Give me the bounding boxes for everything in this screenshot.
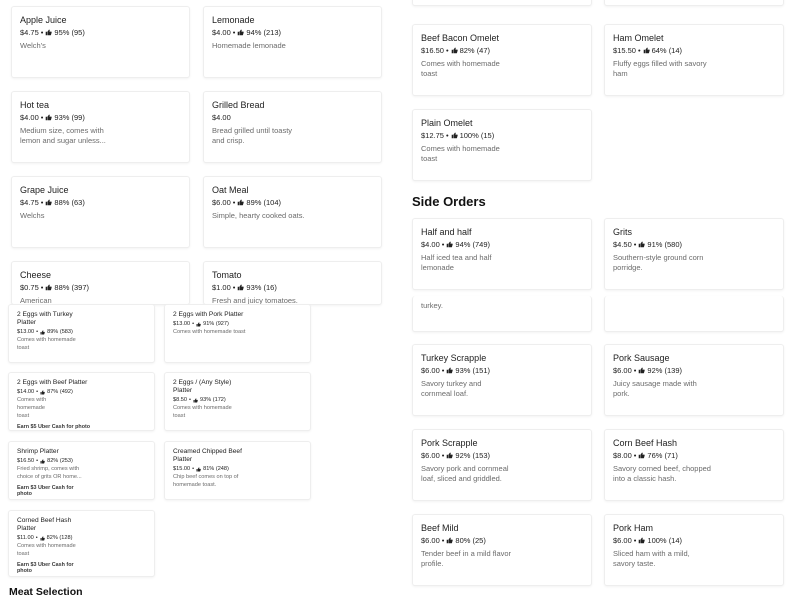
item-description: Comes with homemade toast bbox=[173, 405, 232, 420]
item-name: Grilled Bread bbox=[212, 100, 265, 110]
item-name: Creamed Chipped Beef Platter bbox=[173, 448, 242, 464]
item-description: Savory corned beef, chopped into a classic hash. bbox=[613, 464, 711, 484]
item-description: Homemade lemonade bbox=[212, 41, 286, 50]
thumbs-up-icon bbox=[45, 199, 52, 206]
item-price: $4.75 bbox=[20, 198, 39, 207]
item-price: $16.50 bbox=[17, 458, 35, 465]
item-name: Ham Omelet bbox=[613, 33, 664, 43]
item-name: Grits bbox=[613, 227, 632, 237]
item-rating: 82% (128) bbox=[46, 535, 73, 542]
menu-item-card[interactable] bbox=[412, 296, 592, 332]
thumbs-up-icon bbox=[451, 132, 458, 139]
item-rating: 93% (16) bbox=[246, 283, 277, 292]
thumbs-up-icon bbox=[45, 29, 52, 36]
item-name: Corn Beef Hash bbox=[613, 438, 678, 448]
item-rating: 93% (99) bbox=[54, 113, 85, 122]
menu-item-card[interactable]: Pork Scrapple $6.00 • 92% (153) Savory pork and cornmeal loaf, sliced and griddled. bbox=[412, 429, 592, 501]
item-name: Grape Juice bbox=[20, 185, 69, 195]
thumbs-up-icon bbox=[40, 536, 45, 541]
menu-item-card[interactable]: 2 Eggs with Turkey Platter $13.00 • 89% (583) Comes with homemade toast bbox=[8, 304, 155, 363]
item-price: $13.00 bbox=[173, 321, 191, 328]
menu-item-card[interactable]: 2 Eggs with Beef Platter $14.00 • 87% (492) Comes with homemade toast Earn $5 Uber Cash for photo bbox=[8, 372, 155, 431]
menu-item-card[interactable]: Turkey Scrapple $6.00 • 93% (151) Savory turkey and cornmeal loaf. bbox=[412, 344, 592, 416]
item-description: Sliced ham with a mild, savory taste. bbox=[613, 549, 690, 569]
menu-item-card[interactable]: Lemonade $4.00 • 94% (213) Homemade lemonade bbox=[203, 6, 382, 78]
item-name: Cheese bbox=[20, 270, 52, 280]
menu-item-card[interactable]: Pork Sausage $6.00 • 92% (139) Juicy sausage made with pork. bbox=[604, 344, 784, 416]
item-price: $4.00 bbox=[212, 113, 231, 122]
item-price: $1.00 bbox=[212, 283, 231, 292]
item-name: Half and half bbox=[421, 227, 472, 237]
item-description: Welchs bbox=[20, 211, 45, 220]
item-description: Half iced tea and half lemonade bbox=[421, 253, 492, 273]
menu-item-card[interactable]: Shrimp Platter $16.50 • 82% (253) Fried shrimp, comes with choice of grits OR home... Earn $3 Uber Cash for photo bbox=[8, 441, 155, 500]
uber-cash-promo: Earn $3 Uber Cash for photo bbox=[17, 484, 74, 497]
item-rating: 81% (248) bbox=[203, 466, 229, 473]
item-description: Juicy sausage made with pork. bbox=[613, 379, 697, 399]
partial-card-top[interactable] bbox=[412, 0, 592, 6]
item-rating: 82% (47) bbox=[459, 46, 491, 55]
item-description: Fluffy eggs filled with savory ham bbox=[613, 59, 707, 79]
thumbs-up-icon bbox=[40, 330, 45, 335]
item-rating: 92% (153) bbox=[455, 451, 491, 460]
item-description: Fried shrimp, comes with choice of grits OR home... bbox=[17, 466, 82, 481]
item-rating: 91% (927) bbox=[203, 321, 229, 328]
item-name: 2 Eggs with Turkey Platter bbox=[17, 311, 73, 327]
item-rating: 76% (71) bbox=[647, 451, 678, 460]
item-name: 2 Eggs with Pork Platter bbox=[173, 311, 244, 318]
item-description: Savory turkey and cornmeal loaf. bbox=[421, 379, 482, 399]
menu-item-card[interactable]: Hot tea $4.00 • 93% (99) Medium size, comes with lemon and sugar unless... bbox=[11, 91, 190, 163]
thumbs-up-icon bbox=[446, 241, 453, 248]
menu-item-card[interactable]: Creamed Chipped Beef Platter $15.00 • 81% (248) Chip beef comes on top of homemade toast. bbox=[164, 441, 311, 500]
item-price: $15.50 bbox=[613, 46, 636, 55]
item-rating: 80% (25) bbox=[455, 536, 486, 545]
item-name: Tomato bbox=[212, 270, 242, 280]
menu-item-card[interactable] bbox=[604, 296, 784, 332]
thumbs-up-icon bbox=[446, 367, 453, 374]
item-price: $14.00 bbox=[17, 389, 35, 396]
item-rating: 82% (253) bbox=[47, 458, 73, 465]
menu-item-card[interactable]: Grape Juice $4.75 • 88% (63) Welchs bbox=[11, 176, 190, 248]
item-description: Tender beef in a mild flavor profile. bbox=[421, 549, 512, 569]
item-description: American bbox=[20, 296, 52, 305]
item-description: Comes with homemade toast bbox=[17, 397, 47, 419]
item-price: $15.00 bbox=[173, 466, 191, 473]
item-name: 2 Eggs with Beef Platter bbox=[17, 379, 88, 386]
item-name: Lemonade bbox=[212, 15, 255, 25]
thumbs-up-icon bbox=[446, 452, 453, 459]
item-name: Shrimp Platter bbox=[17, 448, 59, 455]
item-rating: 88% (63) bbox=[54, 198, 85, 207]
menu-item-card[interactable]: Half and half $4.00 • 94% (749) Half iced tea and half lemonade bbox=[412, 218, 592, 290]
thumbs-up-icon bbox=[40, 459, 45, 464]
thumbs-up-icon bbox=[45, 284, 52, 291]
item-price: $8.50 bbox=[173, 397, 187, 404]
item-rating: 91% (580) bbox=[647, 240, 683, 249]
uber-cash-promo: Earn $5 Uber Cash for photo bbox=[17, 423, 91, 430]
item-name: Plain Omelet bbox=[421, 118, 473, 128]
menu-item-card[interactable]: Grits $4.50 • 91% (580) Southern-style ground corn porridge. bbox=[604, 218, 784, 290]
item-rating: 94% (213) bbox=[246, 28, 282, 37]
item-description: Comes with homemade toast bbox=[421, 144, 500, 164]
item-price: $6.00 bbox=[613, 536, 632, 545]
item-description: Comes with homemade toast bbox=[421, 59, 500, 79]
item-price: $4.50 bbox=[613, 240, 632, 249]
menu-item-card[interactable]: Beef Bacon Omelet $16.50 • 82% (47) Comes with homemade toast bbox=[412, 24, 592, 96]
item-name: Hot tea bbox=[20, 100, 50, 110]
item-name: 2 Eggs / (Any Style) Platter bbox=[173, 379, 232, 395]
thumbs-up-icon bbox=[40, 390, 45, 395]
menu-item-card[interactable]: Plain Omelet $12.75 • 100% (15) Comes with homemade toast bbox=[412, 109, 592, 181]
menu-item-card[interactable]: Beef Mild $6.00 • 80% (25) Tender beef in a mild flavor profile. bbox=[412, 514, 592, 586]
thumbs-up-icon bbox=[451, 47, 458, 54]
menu-item-card[interactable]: Corn Beef Hash $8.00 • 76% (71) Savory corned beef, chopped into a classic hash. bbox=[604, 429, 784, 501]
item-description: Medium size, comes with lemon and sugar unless... bbox=[20, 126, 106, 146]
thumbs-up-icon bbox=[45, 114, 52, 121]
item-rating: 64% (14) bbox=[651, 46, 683, 55]
item-price: $16.50 bbox=[421, 46, 444, 55]
item-name: Pork Scrapple bbox=[421, 438, 478, 448]
item-price: $12.75 bbox=[421, 131, 444, 140]
item-price: $0.75 bbox=[20, 283, 39, 292]
item-description: Comes with homemade toast bbox=[17, 543, 76, 558]
item-description: Chip beef comes on top of homemade toast. bbox=[173, 474, 239, 489]
item-description: Bread grilled until toasty and crisp. bbox=[212, 126, 293, 146]
partial-card-top-right[interactable] bbox=[604, 0, 784, 6]
item-price: $6.00 bbox=[421, 366, 440, 375]
item-description: Savory pork and cornmeal loaf, sliced and griddled. bbox=[421, 464, 509, 484]
item-name: Corned Beef Hash Platter bbox=[17, 517, 72, 533]
item-name: Beef Mild bbox=[421, 523, 459, 533]
uber-cash-promo: Earn $3 Uber Cash for photo bbox=[17, 562, 74, 575]
thumbs-up-icon bbox=[638, 537, 645, 544]
thumbs-up-icon bbox=[446, 537, 453, 544]
item-description: Comes with homemade toast bbox=[173, 329, 246, 336]
item-description: Welch's bbox=[20, 41, 46, 50]
item-description: turkey. bbox=[421, 301, 443, 310]
menu-item-card[interactable]: Apple Juice $4.75 • 95% (95) Welch's bbox=[11, 6, 190, 78]
thumbs-up-icon bbox=[193, 398, 198, 403]
item-rating: 100% (15) bbox=[459, 131, 495, 140]
thumbs-up-icon bbox=[237, 284, 244, 291]
thumbs-up-icon bbox=[237, 199, 244, 206]
item-rating: 88% (397) bbox=[54, 283, 90, 292]
section-heading-side-orders: Side Orders bbox=[412, 194, 486, 209]
thumbs-up-icon bbox=[638, 367, 645, 374]
menu-item-card[interactable]: 2 Eggs / (Any Style) Platter $8.50 • 93% (172) Comes with homemade toast bbox=[164, 372, 311, 431]
item-rating: 89% (104) bbox=[246, 198, 282, 207]
item-description: Southern-style ground corn porridge. bbox=[613, 253, 704, 273]
item-rating: 100% (14) bbox=[647, 536, 683, 545]
menu-item-card[interactable]: Tomato $1.00 • 93% (16) Fresh and juicy tomatoes. bbox=[203, 261, 382, 305]
thumbs-up-icon bbox=[196, 322, 201, 327]
item-name: Oat Meal bbox=[212, 185, 249, 195]
thumbs-up-icon bbox=[638, 241, 645, 248]
thumbs-up-icon bbox=[237, 29, 244, 36]
thumbs-up-icon bbox=[638, 452, 645, 459]
item-price: $13.00 bbox=[17, 329, 35, 336]
item-description: Simple, hearty cooked oats. bbox=[212, 211, 305, 220]
item-price: $6.00 bbox=[212, 198, 231, 207]
item-rating: 94% (749) bbox=[455, 240, 491, 249]
item-price: $4.00 bbox=[421, 240, 440, 249]
item-price: $4.75 bbox=[20, 28, 39, 37]
item-name: Pork Sausage bbox=[613, 353, 670, 363]
item-name: Apple Juice bbox=[20, 15, 67, 25]
menu-item-card[interactable]: Ham Omelet $15.50 • 64% (14) Fluffy eggs filled with savory ham bbox=[604, 24, 784, 96]
item-rating: 95% (95) bbox=[54, 28, 85, 37]
item-price: $4.00 bbox=[20, 113, 39, 122]
item-price: $6.00 bbox=[421, 451, 440, 460]
item-price: $4.00 bbox=[212, 28, 231, 37]
menu-item-card[interactable]: Corned Beef Hash Platter $11.00 • 82% (128) Comes with homemade toast Earn $3 Uber Cash for photo bbox=[8, 510, 155, 577]
item-name: Pork Ham bbox=[613, 523, 654, 533]
thumbs-up-icon bbox=[643, 47, 650, 54]
item-rating: 92% (139) bbox=[647, 366, 683, 375]
menu-item-card[interactable]: 2 Eggs with Pork Platter $13.00 • 91% (927) Comes with homemade toast bbox=[164, 304, 311, 363]
item-rating: 87% (492) bbox=[47, 389, 73, 396]
item-rating: 93% (172) bbox=[199, 397, 226, 404]
item-description: Fresh and juicy tomatoes. bbox=[212, 296, 298, 305]
item-name: Turkey Scrapple bbox=[421, 353, 487, 363]
item-price: $11.00 bbox=[17, 535, 34, 542]
item-rating: 89% (583) bbox=[47, 329, 73, 336]
item-price: $6.00 bbox=[613, 366, 632, 375]
thumbs-up-icon bbox=[196, 467, 201, 472]
item-price: $8.00 bbox=[613, 451, 632, 460]
menu-item-card[interactable]: Cheese $0.75 • 88% (397) American bbox=[11, 261, 190, 305]
menu-item-card[interactable]: Pork Ham $6.00 • 100% (14) Sliced ham with a mild, savory taste. bbox=[604, 514, 784, 586]
item-price: $6.00 bbox=[421, 536, 440, 545]
item-description: Comes with homemade toast bbox=[17, 337, 76, 352]
menu-item-card[interactable]: Oat Meal $6.00 • 89% (104) Simple, hearty cooked oats. bbox=[203, 176, 382, 248]
menu-item-card[interactable] bbox=[203, 91, 382, 163]
item-rating: 93% (151) bbox=[455, 366, 491, 375]
item-name: Beef Bacon Omelet bbox=[421, 33, 500, 43]
section-heading-meat-selection: Meat Selection bbox=[9, 586, 83, 598]
